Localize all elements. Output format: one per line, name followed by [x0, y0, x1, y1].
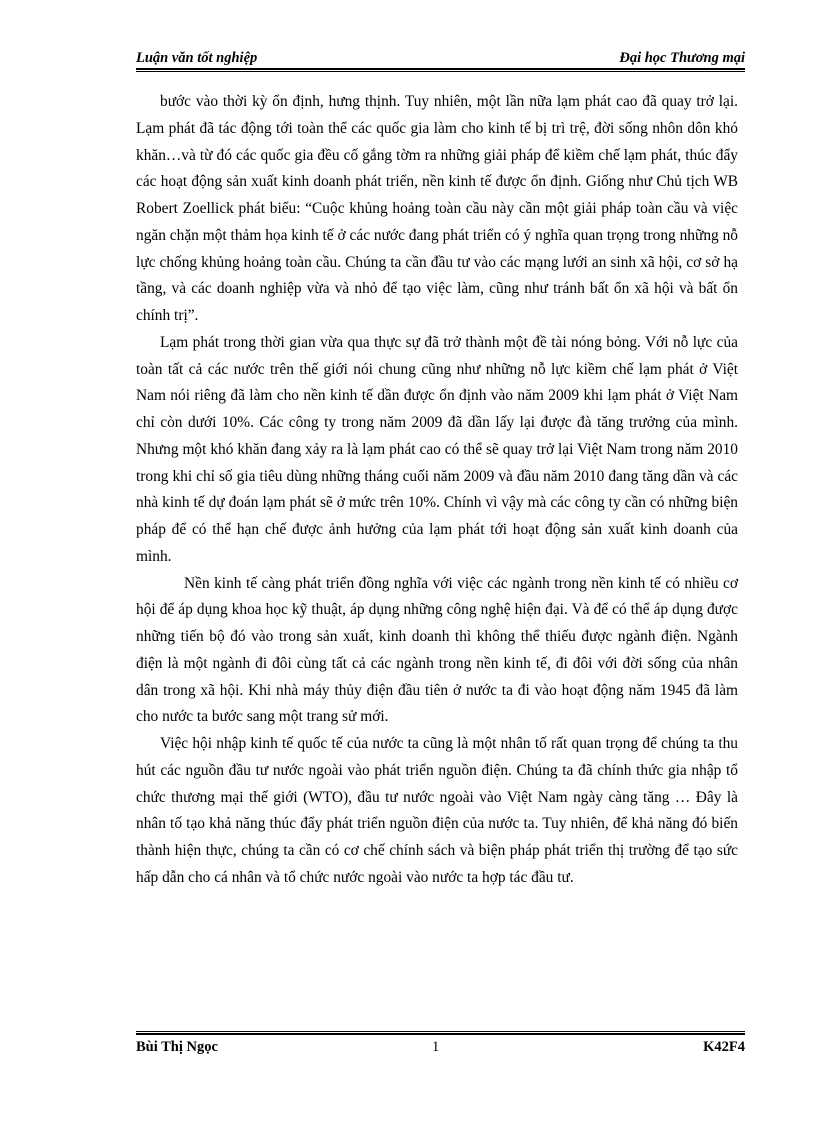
paragraph-2: Lạm phát trong thời gian vừa qua thực sự đã trở thành một đề tài nóng bỏng. Với nỗ lực của toàn tất cả các nước trên thế giới nói chung cũng như những nỗ lực kiềm chế lạm phát ở Việt Nam nói riêng đã làm cho nền kinh tế dần được ổn định vào năm 2009 khi lạm phát ở Việt Nam chỉ còn dưới 10%. Các công ty trong năm 2009 đã dần lấy lại được đà tăng trưởng của mình. Nhưng một khó khăn đang xảy ra là lạm phát cao có thể sẽ quay trở lại Việt Nam trong năm 2010 trong khi chỉ số gia tiêu dùng những tháng cuối năm 2009 và đầu năm 2010 đang tăng dần và các nhà kinh tế dự đoán lạm phát sẽ ở mức trên 10%. Chính vì vậy mà các công ty cần có những biện pháp để có thể hạn chế được ảnh hưởng của lạm phát tới hoạt động sản xuất kinh doanh của mình. — [136, 333, 738, 565]
footer-class-code: K42F4 — [703, 1039, 745, 1055]
paragraph-1: bước vào thời kỳ ổn định, hưng thịnh. Tuy nhiên, một lần nữa lạm phát cao đã quay trở lại. Lạm phát đã tác động tới toàn thể các quốc gia làm cho kinh tế bị trì trệ, đời sống nhôn dôn khó khăn…và từ đó các quốc gia đều cố gắng tờm ra những giải pháp để kiềm chế lạm phát, thúc đẩy các hoạt động sản xuất kinh doanh phát triển, nền kinh tế được ổn định. Giống như Chủ tịch WB Robert Zoellick phát biểu: “Cuộc khủng hoảng toàn cầu này cần một giải pháp toàn cầu và việc ngăn chặn một thảm họa kinh tế ở các nước đang phát triển có ý nghĩa quan trọng trong những nỗ lực chống khủng hoảng toàn cầu. Chúng ta cần đầu tư vào các mạng lưới an sinh xã hội, cơ sở hạ tầng, và các doanh nghiệp vừa và nhỏ để tạo việc làm, cũng như tránh bất ổn xã hội và bất ổn chính trị”. — [136, 93, 738, 324]
footer-rule — [136, 1031, 745, 1035]
page-header — [136, 46, 745, 68]
paragraph-3: Nền kinh tế càng phát triển đồng nghĩa với việc các ngành trong nền kinh tế có nhiều cơ hội để áp dụng khoa học kỹ thuật, áp dụng những công nghệ hiện đại. Và để có thể áp dụng được những tiến bộ đó vào trong sản xuất, kinh doanh thì không thể thiếu được ngành điện. Ngành điện là một ngành đi đôi cùng tất cả các ngành trong nền kinh tế, đi đôi với đời sống của nhân dân trong xã hội. Khi nhà máy thủy điện đầu tiên ở nước ta đi vào hoạt động năm 1945 đã làm cho nước ta bước sang một trang sử mới. — [136, 574, 738, 726]
page-number: 1 — [432, 1039, 440, 1055]
paragraph-4: Việc hội nhập kinh tế quốc tế của nước ta cũng là một nhân tố rất quan trọng để chúng ta thu hút các nguồn đầu tư nước ngoài vào phát triển nguồn điện. Chúng ta đã chính thức gia nhập tổ chức thương mại thế giới (WTO), đầu tư nước ngoài vào Việt Nam ngày càng tăng … Đây là nhân tố tạo khả năng thúc đẩy phát triển nguồn điện của nước ta. Tuy nhiên, để khả năng đó biến thành hiện thực, chúng ta cần có cơ chế chính sách và biện pháp phát triển thị trường để tạo sức hấp dẫn cho cá nhân và tổ chức nước ngoài vào nước ta hợp tác đầu tư. — [136, 735, 738, 886]
body-text — [136, 89, 738, 892]
footer-author: Bùi Thị Ngọc — [136, 1039, 218, 1055]
header-university: Đại học Thương mại — [619, 50, 745, 66]
header-thesis-label: Luận văn tốt nghiệp — [136, 50, 258, 66]
page-footer — [136, 1039, 745, 1061]
header-rule — [136, 68, 745, 72]
